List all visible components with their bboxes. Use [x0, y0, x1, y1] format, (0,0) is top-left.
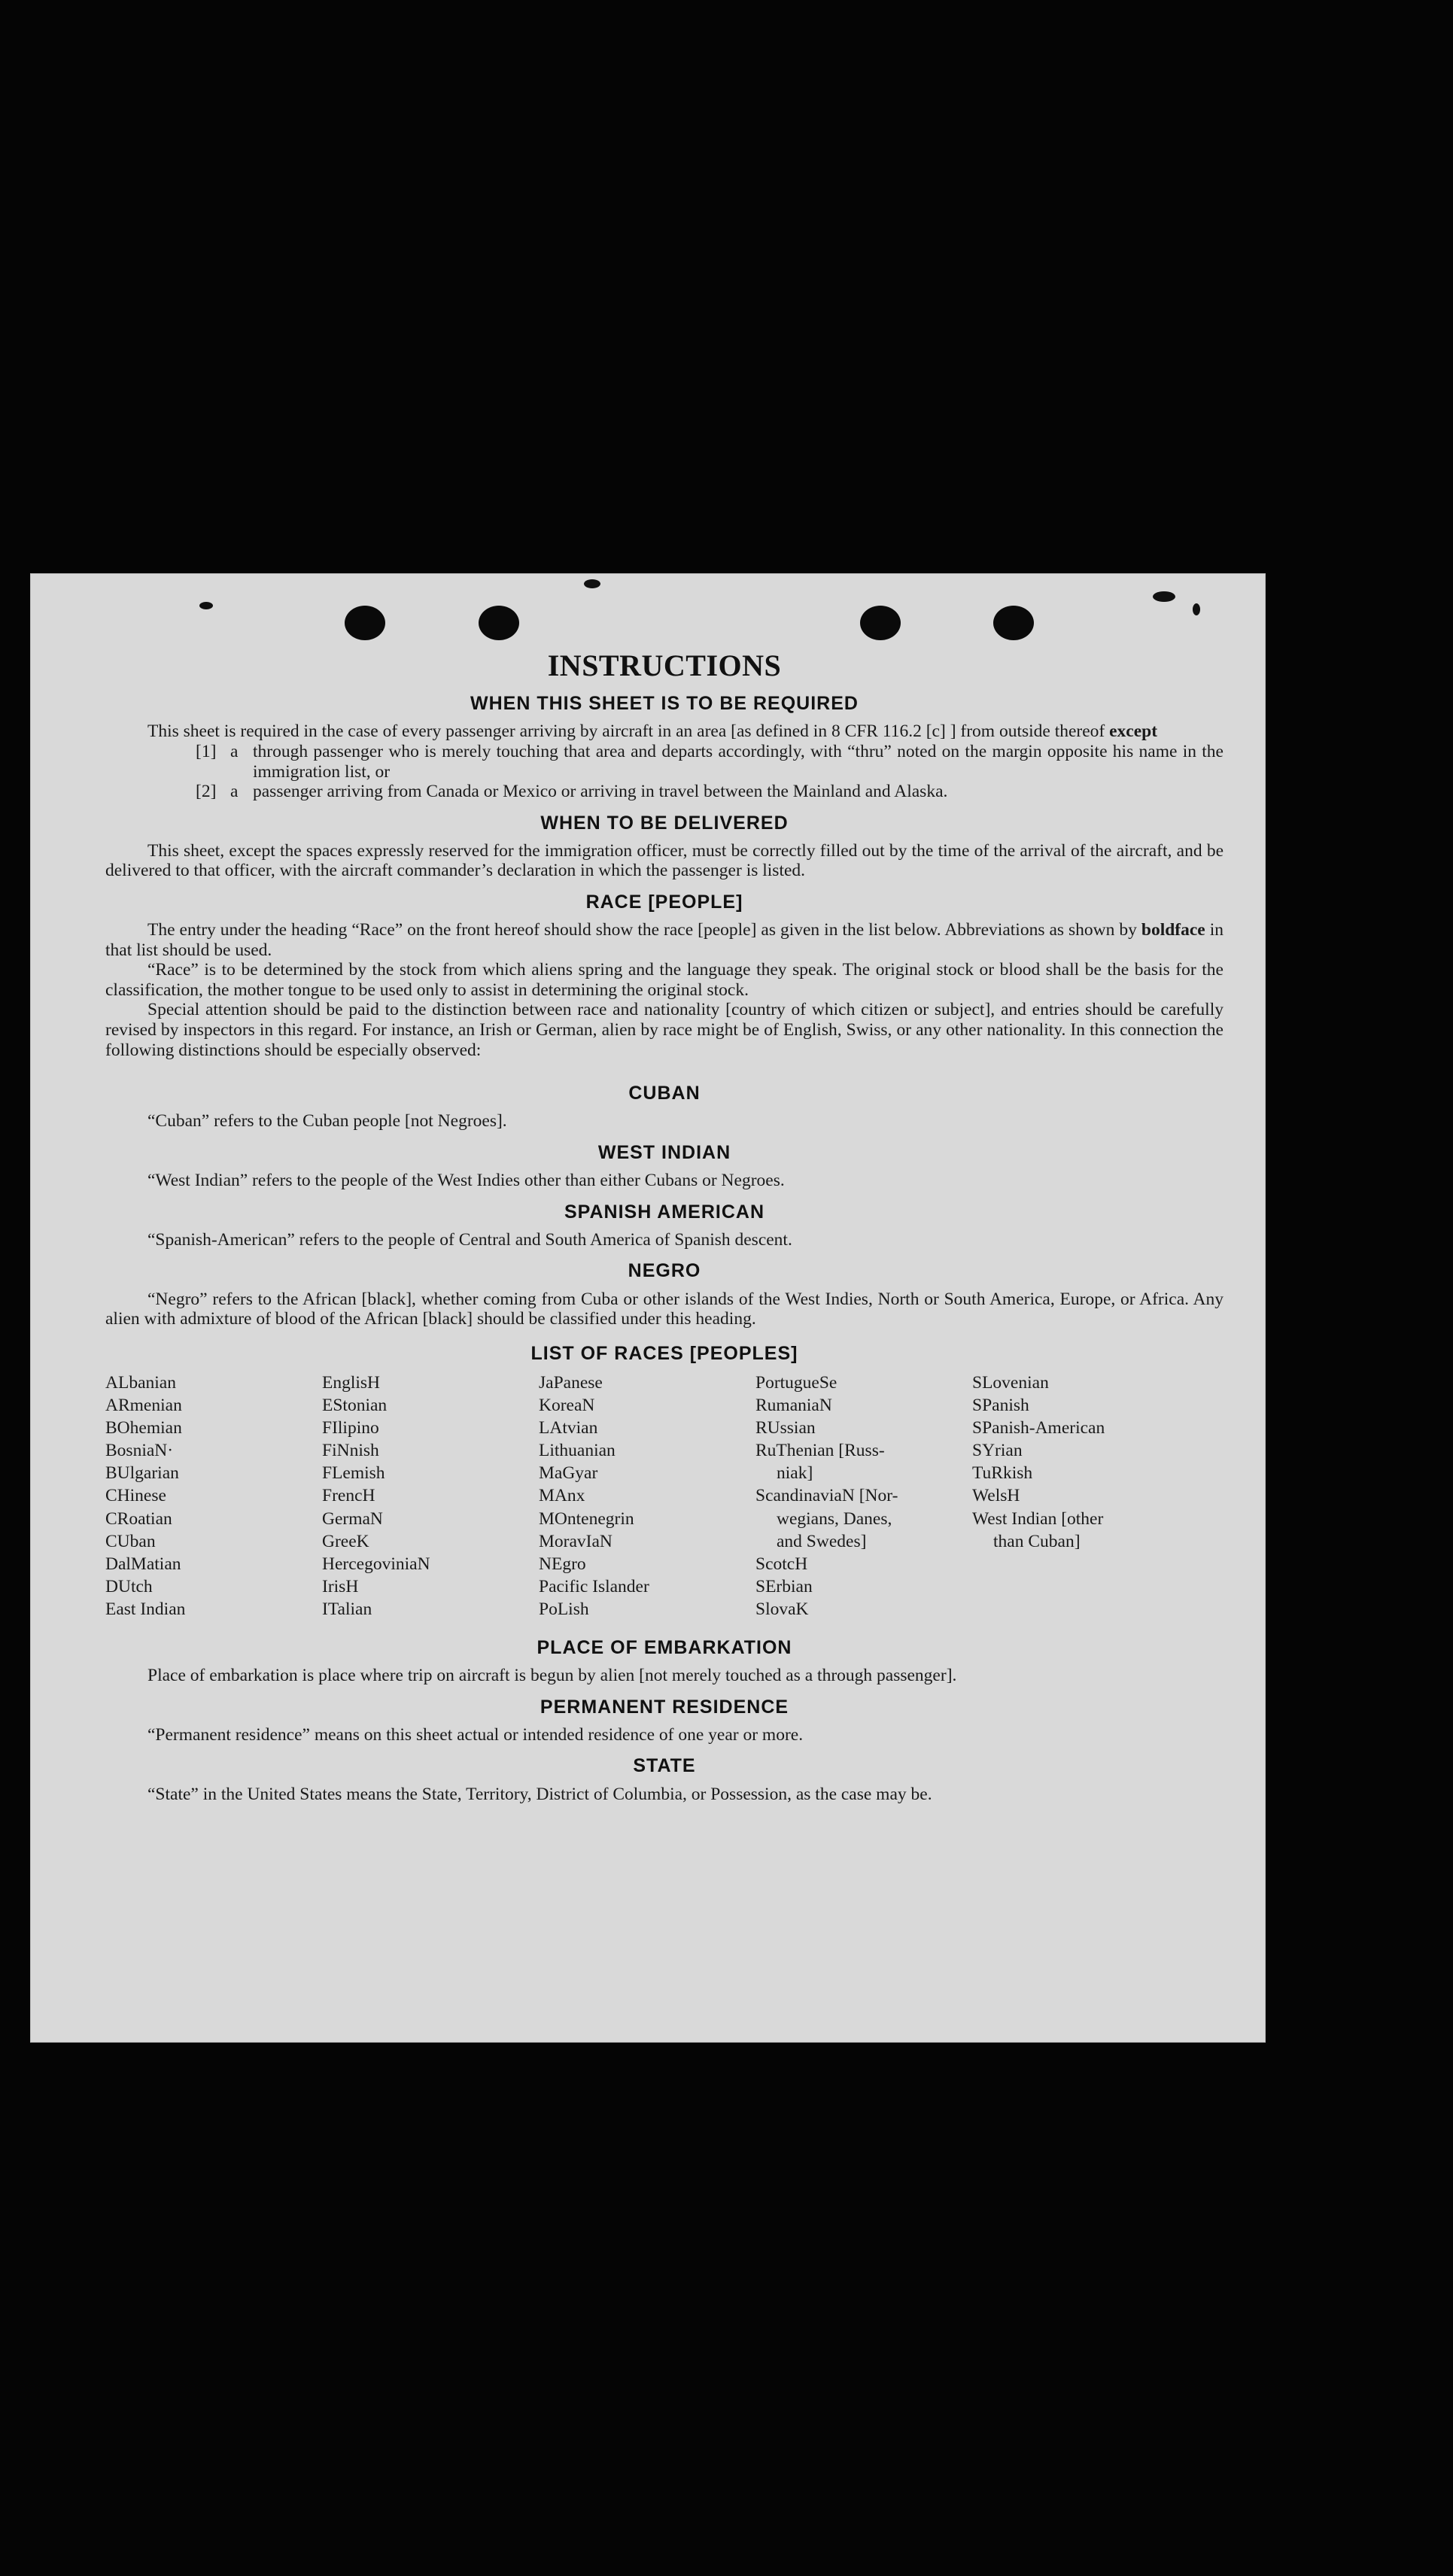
race-entry: Pacific Islander	[539, 1576, 649, 1596]
list-item-number: [1]	[196, 741, 217, 761]
race-entry: DUtch	[105, 1576, 153, 1596]
race-entry: SlovaK	[755, 1599, 809, 1619]
race-entry: TuRkish	[972, 1463, 1033, 1484]
heading-spanish-american: SPANISH AMERICAN	[564, 1201, 764, 1223]
paragraph-state: “State” in the United States means the State, Territory, District of Columbia, or Possession, as the case may be.	[147, 1784, 932, 1804]
race-entry: RuThenian [Russ-	[755, 1441, 885, 1461]
race-entry: BOhemian	[105, 1418, 182, 1438]
ink-speck	[1193, 603, 1200, 615]
paragraph-text: The entry under the heading “Race” on the front hereof should show the race [people] as given in the list below. Abbreviations as shown by	[147, 920, 1137, 940]
race-column	[755, 1372, 972, 1621]
paragraph-cuban: “Cuban” refers to the Cuban people [not Negroes].	[147, 1111, 507, 1132]
race-entry: NEgro	[539, 1554, 586, 1574]
race-entry: MAnx	[539, 1486, 585, 1506]
except-emphasis: except	[1109, 721, 1158, 742]
race-entry: SErbian	[755, 1576, 813, 1596]
paragraph-when-delivered: This sheet, except the spaces expressly reserved for the immigration officer, must be correctly filled out by the time of the arrival of the aircraft, and be delivered to that officer, with the aircraft commander’s declaration in which the passenger is listed.	[105, 840, 1223, 881]
document-sheet	[30, 573, 1266, 2043]
race-entry: PortugueSe	[755, 1373, 837, 1393]
list-item-article: a	[230, 782, 239, 802]
list-item-number: [2]	[196, 782, 217, 802]
ink-speck	[199, 602, 213, 609]
race-entry: FLemish	[322, 1463, 385, 1484]
list-item-text: through passenger who is merely touching that area and departs accordingly, with “thru” noted on the margin opposite his name in the immigration list, or	[253, 741, 1223, 782]
races-list	[105, 1372, 1223, 1621]
heading-negro: NEGRO	[628, 1260, 701, 1282]
race-entry: wegians, Danes,	[777, 1508, 892, 1529]
race-entry: East Indian	[105, 1599, 186, 1619]
paragraph-permanent-residence: “Permanent residence” means on this sheet actual or intended residence of one year or more.	[147, 1724, 804, 1745]
race-entry: ScotcH	[755, 1554, 808, 1574]
race-entry: GermaN	[322, 1508, 383, 1529]
ink-speck	[584, 579, 600, 588]
heading-when-delivered: WHEN TO BE DELIVERED	[540, 812, 789, 834]
paragraph-text: in that list should be used.	[105, 920, 1224, 960]
paragraph-embarkation: Place of embarkation is place where trip on aircraft is begun by alien [not merely touched as a through passenger].	[147, 1666, 957, 1686]
race-entry: SYrian	[972, 1441, 1023, 1461]
race-entry: EStonian	[322, 1396, 388, 1416]
race-entry: MOntenegrin	[539, 1508, 634, 1529]
race-entry: SPanish-American	[972, 1418, 1105, 1438]
race-entry: CUban	[105, 1531, 156, 1551]
instructions-content	[105, 649, 1223, 1804]
heading-when-required: WHEN THIS SHEET IS TO BE REQUIRED	[470, 693, 859, 715]
paragraph-when-required	[105, 721, 1223, 742]
race-entry: EnglisH	[322, 1373, 381, 1393]
race-entry: IrisH	[322, 1576, 359, 1596]
punch-hole	[479, 606, 519, 640]
race-entry: WelsH	[972, 1486, 1020, 1506]
race-entry: SPanish	[972, 1396, 1029, 1416]
race-entry: ITalian	[322, 1599, 372, 1619]
paragraph-spanish-american: “Spanish-American” refers to the people of Central and South America of Spanish descent.	[147, 1229, 792, 1250]
heading-cuban: CUBAN	[628, 1083, 701, 1104]
race-entry: LAtvian	[539, 1418, 598, 1438]
race-entry: PoLish	[539, 1599, 589, 1619]
race-entry: RUssian	[755, 1418, 816, 1438]
race-column	[105, 1372, 322, 1621]
paragraph-negro: “Negro” refers to the African [black], whether coming from Cuba or other islands of the West Indies, North or South America, Europe, or Africa. Any alien with admixture of blood of the African [black] should be classified under this heading.	[105, 1289, 1223, 1329]
punch-hole	[860, 606, 901, 640]
list-item	[196, 782, 1223, 802]
race-entry: FrencH	[322, 1486, 375, 1506]
punch-hole	[345, 606, 385, 640]
race-entry: HercegoviniaN	[322, 1554, 430, 1574]
race-entry: KoreaN	[539, 1396, 595, 1416]
list-item-article: a	[230, 741, 239, 761]
race-entry: RumaniaN	[755, 1396, 832, 1416]
race-entry: MaGyar	[539, 1463, 598, 1484]
race-entry: FIlipino	[322, 1418, 379, 1438]
race-entry: BosniaN·	[105, 1441, 174, 1461]
race-column	[539, 1372, 755, 1621]
race-entry: JaPanese	[539, 1373, 603, 1393]
list-item-text: passenger arriving from Canada or Mexico or arriving in travel between the Mainland and Alaska.	[253, 782, 948, 802]
race-entry: DalMatian	[105, 1554, 181, 1574]
race-entry: SLovenian	[972, 1373, 1049, 1393]
race-entry: ARmenian	[105, 1396, 182, 1416]
paragraph-race-1	[105, 920, 1223, 960]
heading-state: STATE	[633, 1755, 696, 1777]
document-title: INSTRUCTIONS	[547, 649, 782, 682]
race-entry: West Indian [other	[972, 1508, 1104, 1529]
ink-speck	[1153, 591, 1175, 602]
punch-hole	[993, 606, 1034, 640]
paragraph-race-2: “Race” is to be determined by the stock from which aliens spring and the language they speak. The original stock or blood shall be the basis for the classification, the mother tongue to be used only to assist in determining the original stock.	[105, 960, 1223, 1000]
race-entry: than Cuban]	[993, 1531, 1081, 1551]
race-entry: FiNnish	[322, 1441, 379, 1461]
race-entry: GreeK	[322, 1531, 369, 1551]
race-entry: MoravIaN	[539, 1531, 613, 1551]
race-entry: niak]	[777, 1463, 813, 1484]
boldface-word: boldface	[1141, 920, 1205, 940]
race-entry: BUlgarian	[105, 1463, 179, 1484]
race-entry: CHinese	[105, 1486, 166, 1506]
race-column	[322, 1372, 539, 1621]
paragraph-text: This sheet is required in the case of every passenger arriving by aircraft in an area [as defined in 8 CFR 116.2 [c] ] from outside thereof	[147, 721, 1105, 742]
race-entry: ScandinaviaN [Nor-	[755, 1486, 898, 1506]
heading-embarkation: PLACE OF EMBARKATION	[537, 1636, 792, 1658]
race-entry: CRoatian	[105, 1508, 172, 1529]
race-entry: ALbanian	[105, 1373, 176, 1393]
list-item	[196, 742, 1223, 782]
paragraph-west-indian: “West Indian” refers to the people of the West Indies other than either Cubans or Negroes.	[147, 1171, 785, 1191]
race-entry: and Swedes]	[777, 1531, 867, 1551]
heading-permanent-residence: PERMANENT RESIDENCE	[540, 1696, 789, 1718]
paragraph-race-3: Special attention should be paid to the distinction between race and nationality [country of which citizen or subject], and entries should be carefully revised by inspectors in this regard. For instance, an Irish or German, alien by race might be of English, Swiss, or any other nationality. In this connection the following distinctions should be especially observed:	[105, 1000, 1223, 1060]
heading-race: RACE [PEOPLE]	[585, 891, 743, 913]
heading-list-of-races: LIST OF RACES [PEOPLES]	[530, 1342, 798, 1364]
race-entry: Lithuanian	[539, 1441, 616, 1461]
race-column	[972, 1372, 1189, 1621]
heading-west-indian: WEST INDIAN	[597, 1141, 731, 1163]
